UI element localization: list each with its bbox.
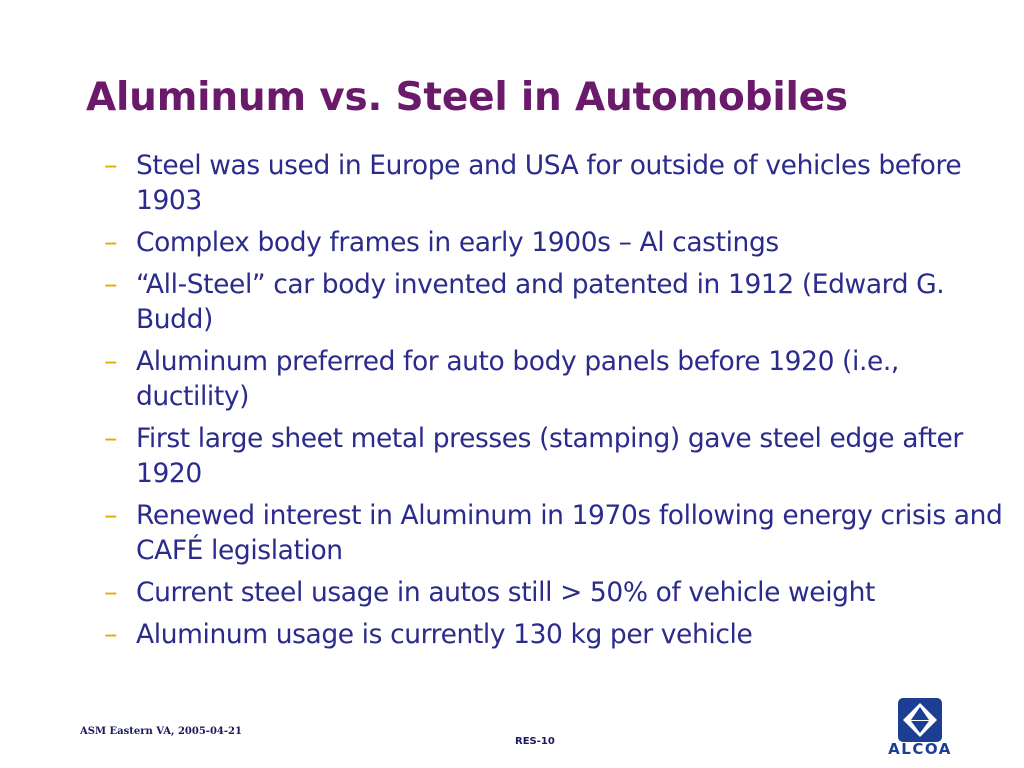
bullet-item (100, 225, 1010, 260)
bullet-item (100, 267, 1010, 337)
bullet-text: Aluminum usage is currently 130 kg per vehicle (136, 619, 753, 650)
alcoa-logo-icon (898, 698, 942, 742)
bullet-dash: – (104, 500, 118, 531)
bullet-text: Steel was used in Europe and USA for outside of vehicles before 1903 (136, 150, 962, 216)
alcoa-logo-text: ALCOA (888, 740, 952, 758)
bullet-text: “All-Steel” car body invented and patented in 1912 (Edward G. Budd) (136, 269, 945, 335)
alcoa-logo (878, 698, 962, 762)
bullet-dash: – (104, 269, 118, 300)
slide-title: Aluminum vs. Steel in Automobiles (86, 75, 848, 120)
bullet-text: Aluminum preferred for auto body panels before 1920 (i.e., ductility) (136, 346, 899, 412)
bullet-item (100, 344, 1010, 414)
bullet-item (100, 575, 1010, 610)
bullet-text: Current steel usage in autos still > 50% of vehicle weight (136, 577, 875, 608)
bullet-dash: – (104, 619, 118, 650)
bullet-dash: – (104, 346, 118, 377)
bullet-text: First large sheet metal presses (stamping) gave steel edge after 1920 (136, 423, 963, 489)
footer-event-date: ASM Eastern VA, 2005-04-21 (80, 726, 242, 737)
bullet-item (100, 498, 1010, 568)
bullet-dash: – (104, 227, 118, 258)
bullet-dash: – (104, 577, 118, 608)
bullet-item (100, 148, 1010, 218)
bullet-text: Complex body frames in early 1900s – Al castings (136, 227, 779, 258)
bullet-dash: – (104, 150, 118, 181)
bullet-list (100, 148, 1010, 659)
footer-page-id: RES-10 (515, 736, 555, 747)
bullet-item (100, 617, 1010, 652)
bullet-dash: – (104, 423, 118, 454)
bullet-text: Renewed interest in Aluminum in 1970s following energy crisis and CAFÉ legislation (136, 500, 1003, 566)
bullet-item (100, 421, 1010, 491)
